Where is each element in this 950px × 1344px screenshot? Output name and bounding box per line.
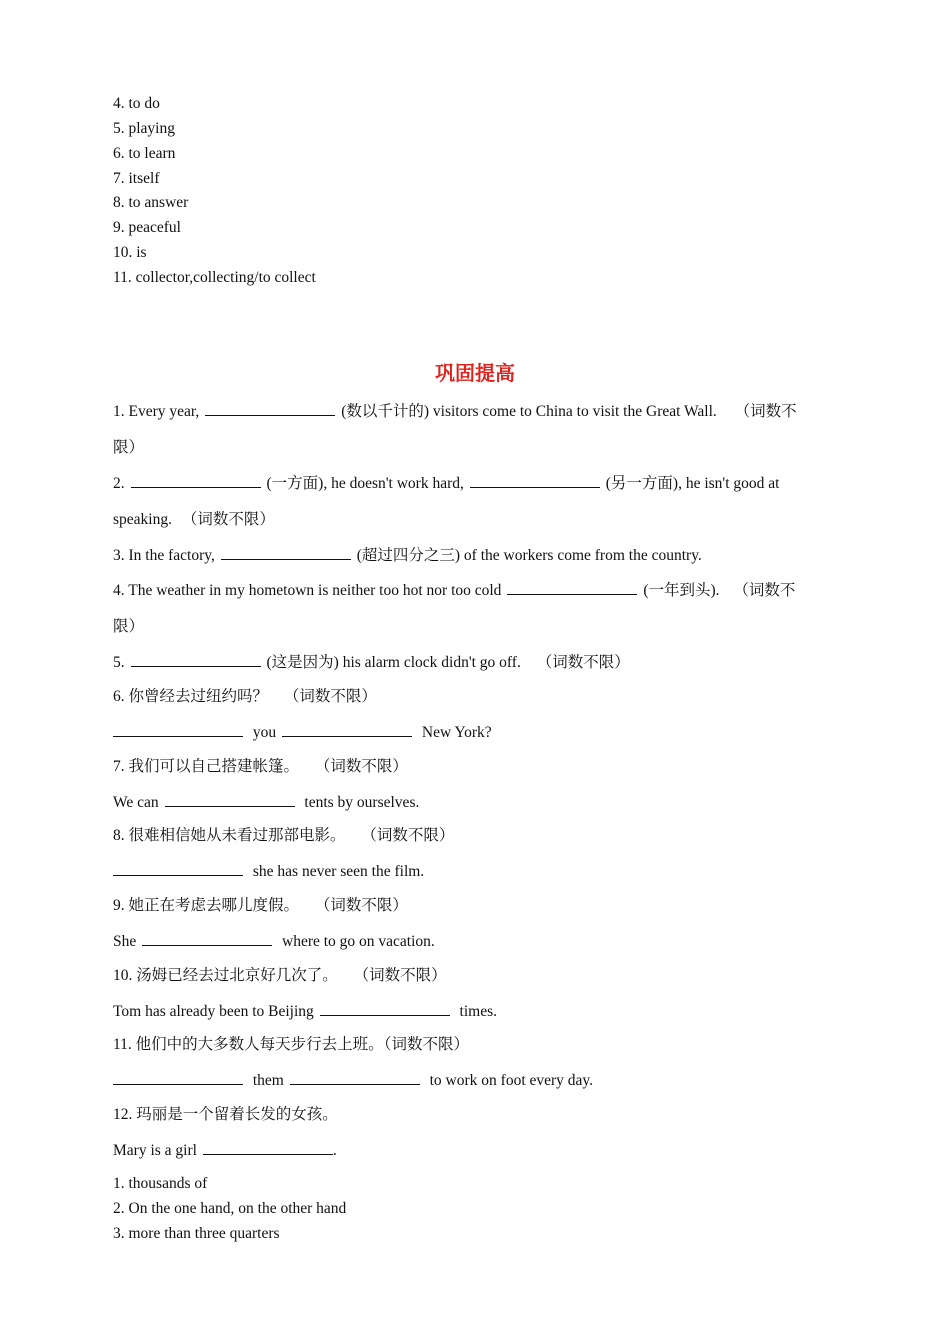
q12-text-a: Mary is a girl (113, 1142, 197, 1159)
fill-blank[interactable] (290, 1070, 420, 1085)
q10-prompt: 10. 汤姆已经去过北京好几次了。 (113, 967, 338, 984)
q6-note: （词数不限） (283, 688, 377, 705)
question-4 (113, 580, 795, 601)
q10-text-b: times. (459, 1003, 498, 1020)
question-12: 12. 玛丽是一个留着长发的女孩。 (113, 1106, 338, 1123)
q11-prompt: 11. 他们中的大多数人每天步行去上班。 (113, 1036, 384, 1053)
question-9-answer (113, 931, 435, 952)
q2-text-b: (一方面), he doesn't work hard, (266, 475, 464, 492)
q8-note: （词数不限） (361, 827, 455, 844)
question-8 (113, 826, 454, 846)
fill-blank[interactable] (221, 545, 351, 560)
question-2 (113, 473, 779, 494)
q1-note: （词数不 (734, 403, 797, 420)
q11-note: （词数不限） (383, 1036, 469, 1053)
q2-note: （词数不限） (181, 511, 275, 528)
q3-text-a: 3. In the factory, (113, 547, 215, 564)
question-12-answer (113, 1140, 337, 1161)
q11-text-b: them (252, 1072, 284, 1089)
question-6-answer (113, 722, 492, 743)
fill-blank[interactable] (131, 473, 261, 488)
q10-note: （词数不限） (353, 967, 447, 984)
fill-blank[interactable] (113, 722, 243, 737)
fill-blank[interactable] (131, 652, 261, 667)
section-title: 巩固提高 (435, 361, 515, 385)
fill-blank[interactable] (470, 473, 600, 488)
q1-text-b: (数以千计的) visitors come to China to visit the Great Wall. (341, 403, 717, 420)
q7-text-b: tents by ourselves. (304, 794, 420, 811)
fill-blank[interactable] (165, 792, 295, 807)
q12-text-b: . (332, 1142, 337, 1159)
q2-text-d: speaking. (113, 511, 172, 528)
q9-text-a: She (113, 933, 137, 950)
q6-prompt: 6. 你曾经去过纽约吗？ (113, 688, 269, 705)
q5-text-b: (这是因为) his alarm clock didn't go off. (266, 654, 521, 671)
question-5 (113, 652, 630, 673)
answer-line: 6. to learn (113, 145, 176, 162)
answer-line: 5. playing (113, 120, 175, 137)
answer-line: 2. On the one hand, on the other hand (113, 1200, 347, 1217)
question-10-answer (113, 1001, 497, 1022)
answer-line: 4. to do (113, 95, 160, 112)
q11-text-c: to work on foot every day. (429, 1072, 594, 1089)
answer-line: 11. collector,collecting/to collect (113, 269, 316, 286)
fill-blank[interactable] (142, 931, 272, 946)
fill-blank[interactable] (203, 1140, 333, 1155)
q6-text-c: New York? (421, 724, 492, 741)
q7-text-a: We can (113, 794, 159, 811)
question-7 (113, 757, 408, 777)
answer-line: 7. itself (113, 170, 160, 187)
question-8-answer (113, 861, 424, 882)
q1-text-a: 1. Every year, (113, 403, 200, 420)
q4-text-a: 4. The weather in my hometown is neither too hot nor too cold (113, 582, 502, 599)
question-11 (113, 1035, 469, 1055)
question-9 (113, 896, 408, 916)
q3-text-b: (超过四分之三) of the workers come from the country. (356, 547, 702, 564)
q2-text-c: (另一方面), he isn't good at (605, 475, 780, 492)
question-11-answer (113, 1070, 593, 1091)
question-1-cont: 限） (113, 439, 145, 456)
q6-text-b: you (252, 724, 277, 741)
q2-text-a: 2. (113, 475, 125, 492)
q5-text-a: 5. (113, 654, 125, 671)
question-4-cont: 限） (113, 618, 145, 635)
answer-line: 1. thousands of (113, 1175, 208, 1192)
question-10 (113, 966, 447, 986)
q10-text-a: Tom has already been to Beijing (113, 1003, 314, 1020)
q7-prompt: 7. 我们可以自己搭建帐篷。 (113, 758, 300, 775)
question-1 (113, 401, 797, 422)
q4-note: （词数不 (733, 582, 796, 599)
q9-prompt: 9. 她正在考虑去哪儿度假。 (113, 897, 300, 914)
fill-blank[interactable] (320, 1001, 450, 1016)
fill-blank[interactable] (205, 401, 335, 416)
q8-prompt: 8. 很难相信她从未看过那部电影。 (113, 827, 346, 844)
fill-blank[interactable] (113, 1070, 243, 1085)
answer-line: 8. to answer (113, 194, 189, 211)
q9-note: （词数不限） (314, 897, 408, 914)
answer-line: 3. more than three quarters (113, 1225, 280, 1242)
fill-blank[interactable] (113, 861, 243, 876)
fill-blank[interactable] (282, 722, 412, 737)
question-7-answer (113, 792, 419, 813)
q5-note: （词数不限） (536, 654, 630, 671)
fill-blank[interactable] (507, 580, 637, 595)
q8-text-b: she has never seen the film. (252, 863, 425, 880)
answer-line: 10. is (113, 244, 147, 261)
question-2-cont (113, 510, 275, 530)
q4-text-b: (一年到头). (643, 582, 720, 599)
question-6 (113, 687, 377, 707)
q7-note: （词数不限） (314, 758, 408, 775)
question-3 (113, 545, 702, 566)
q9-text-b: where to go on vacation. (282, 933, 435, 950)
answer-line: 9. peaceful (113, 219, 181, 236)
